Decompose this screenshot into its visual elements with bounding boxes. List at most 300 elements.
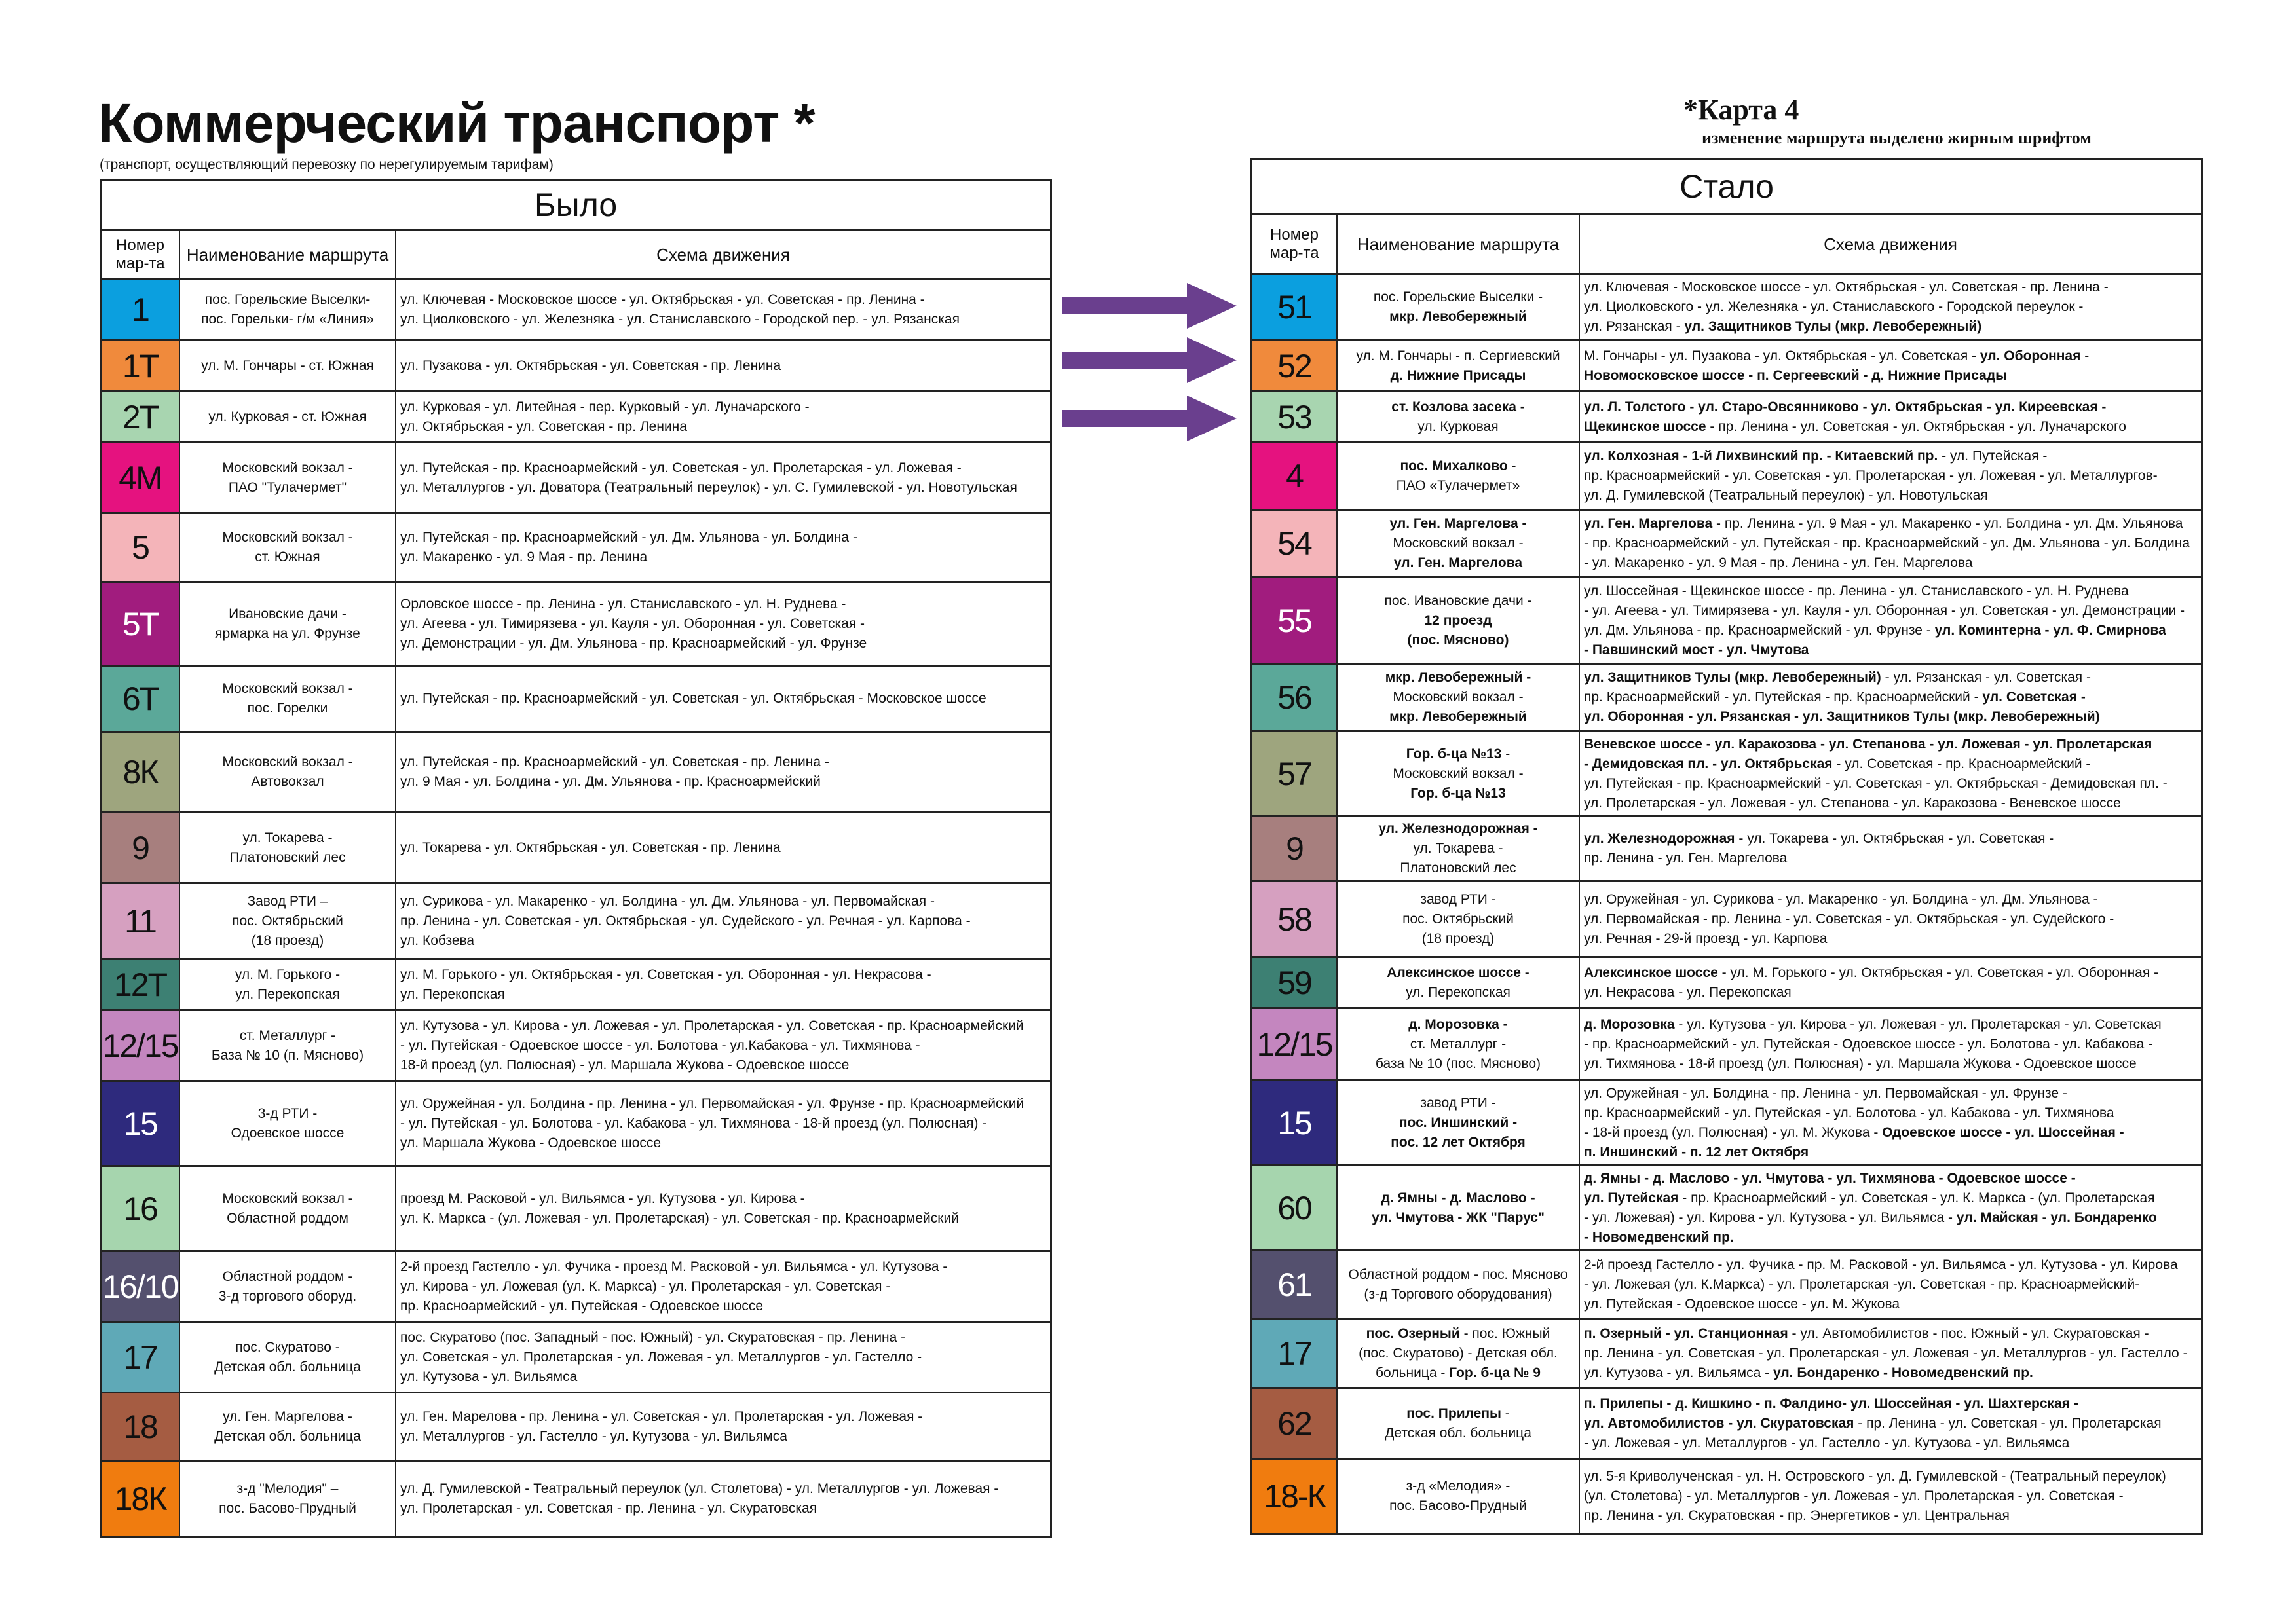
table-row	[102, 1252, 1050, 1323]
name-text	[1393, 745, 1523, 803]
route-text	[1584, 890, 2114, 949]
name-text: Московский вокзал - Автовокзал	[222, 754, 353, 789]
route-scheme	[1580, 1009, 2201, 1079]
bold-segment: д. Нижние Присады	[1390, 367, 1526, 383]
bold-segment: пос. Иншинский - пос. 12 лет Октября	[1391, 1115, 1526, 1150]
bold-segment: мкр. Левобережный	[1389, 309, 1527, 324]
name-text	[1374, 287, 1543, 327]
bold-segment: д. Ямны - д. Маслово - ул. Чмутова - ЖК "Парус"	[1372, 1190, 1545, 1225]
route-number: 18К	[114, 1481, 166, 1517]
table-row	[102, 280, 1050, 341]
route-number-badge	[1252, 1320, 1338, 1387]
name-text	[1378, 819, 1537, 878]
route-scheme	[1580, 732, 2201, 815]
route-number-badge	[1252, 341, 1338, 390]
route-scheme	[396, 960, 1050, 1009]
text-segment: ул. Оружейная - ул. Сурикова - ул. Макаренко - ул. Болдина - ул. Дм. Ульянова - ул. Первомайская - пр. Ленина - ул. Советская - ул. Октябрьская - ул. Судейского - ул. Речная - 29-й проезд - ул. Карпова	[1584, 891, 2114, 946]
route-scheme	[396, 813, 1050, 882]
table-row	[1252, 578, 2201, 665]
route-scheme	[396, 1462, 1050, 1536]
route-number-badge	[102, 960, 180, 1009]
route-number: 17	[1277, 1335, 1311, 1372]
name-text: ул. Курковая - ст. Южная	[208, 409, 367, 424]
name-text	[1349, 1265, 1568, 1304]
route-scheme	[1580, 958, 2201, 1007]
route-name	[1338, 1081, 1580, 1164]
route-number: 62	[1277, 1405, 1311, 1442]
route-name	[1338, 1320, 1580, 1387]
name-text	[1391, 1094, 1526, 1153]
route-text	[1584, 735, 2168, 813]
table-body	[1252, 275, 2201, 1533]
route-number-badge	[1252, 1389, 1338, 1458]
text-segment: ст. Металлург - база № 10 (пос. Мясново)	[1375, 1036, 1541, 1071]
route-number-badge	[1252, 958, 1338, 1007]
route-name	[1338, 817, 1580, 880]
route-number-badge	[1252, 882, 1338, 956]
bold-segment: ул. Ген. Маргелова	[1393, 555, 1523, 570]
route-text	[1584, 1015, 2162, 1074]
route-number: 55	[1277, 602, 1311, 639]
route-number-badge	[102, 1082, 180, 1165]
table-header	[1252, 215, 2201, 275]
route-scheme	[1580, 1320, 2201, 1387]
bold-segment: п. Прилепы - д. Кишкино - п. Фалдино- ул. Шоссейная - ул. Шахтерская - ул. Автомобилистов - ул. Скуратовская	[1584, 1395, 2078, 1431]
route-scheme	[396, 1011, 1050, 1080]
name-text	[1372, 1189, 1545, 1228]
name-text: ст. Металлург - База № 10 (п. Мясново)	[211, 1027, 364, 1063]
route-name	[1338, 1460, 1580, 1533]
route-scheme	[1580, 511, 2201, 576]
text-segment: - ул. Кутузова - ул. Кирова - ул. Ложевая - ул. Пролетарская - ул. Советская - пр. Красноармейский - ул. Путейская - Одоевское шоссе - ул. Болотова - ул. Кабакова - ул. Тихмянова - 18-й проезд (ул. Полюсная) - ул. Маршала Жукова - Одоевское шоссе	[1584, 1016, 2162, 1071]
route-scheme	[396, 280, 1050, 339]
route-name	[180, 341, 396, 390]
route-number: 61	[1277, 1266, 1311, 1303]
arrow-right-icon	[1062, 396, 1237, 441]
route-number: 4	[1286, 458, 1303, 494]
bold-segment: ул. Советская - ул. Оборонная - ул. Рязанская - ул. Защитников Тулы (мкр. Левобережный)	[1584, 690, 2100, 724]
text-segment: -	[2038, 1209, 2051, 1225]
route-text: ул. Оружейная - ул. Болдина - пр. Ленина - ул. Первомайская - ул. Фрунзе - пр. Красноармейский - ул. Путейская - ул. Болотова - ул. Кабакова - ул. Тихмянова - 18-й проезд (ул. Полюсная) - ул. Маршала Жукова - Одоевское шоссе	[400, 1096, 1024, 1151]
route-name	[180, 884, 396, 958]
route-text: ул. Пузакова - ул. Октябрьская - ул. Советская - пр. Ленина	[400, 358, 781, 373]
route-number-badge	[1252, 1251, 1338, 1318]
table-row	[1252, 341, 2201, 392]
route-number-badge	[102, 813, 180, 882]
route-scheme	[1580, 578, 2201, 663]
table-after	[1250, 158, 2203, 1535]
text-segment: Областной роддом - пос. Мясново (з-д Торгового оборудования)	[1348, 1267, 1568, 1302]
route-number-badge	[102, 443, 180, 512]
bold-segment: ул. Бондаренко - Новомедвенский пр.	[1584, 1209, 2157, 1245]
route-text	[1584, 1169, 2157, 1247]
route-number-badge	[1252, 817, 1338, 880]
table-row	[102, 1167, 1050, 1252]
table-row	[1252, 1009, 2201, 1081]
table-row	[1252, 1389, 2201, 1460]
route-name	[180, 960, 396, 1009]
route-text	[1584, 397, 2126, 437]
text-segment: Московский вокзал -	[1393, 690, 1524, 705]
route-text: проезд М. Расковой - ул. Вильямса - ул. Кутузова - ул. Кирова - ул. К. Маркса - (ул. Ложевая - ул. Пролетарская) - ул. Советская - пр. Красноармейский	[400, 1190, 959, 1226]
name-text: ул. М. Горького - ул. Перекопская	[235, 967, 341, 1002]
text-segment: ул. Токарева - Платоновский лес	[1400, 841, 1516, 876]
bold-segment: Гор. б-ца №13	[1406, 746, 1502, 762]
table-row	[1252, 665, 2201, 732]
name-text	[1402, 890, 1514, 949]
table-row	[102, 813, 1050, 884]
name-text	[1359, 1324, 1558, 1383]
route-name	[180, 667, 396, 731]
route-number-badge	[102, 583, 180, 665]
route-number-badge	[102, 667, 180, 731]
text-segment: з-д «Мелодия» - пос. Басово-Прудный	[1389, 1479, 1527, 1513]
route-text: ул. Путейская - пр. Красноармейский - ул. Дм. Ульянова - ул. Болдина - ул. Макаренко - ул. 9 Мая - пр. Ленина	[400, 530, 857, 564]
table-row	[1252, 1460, 2201, 1533]
route-text	[1584, 346, 2089, 386]
table-row	[102, 1462, 1050, 1536]
route-number-badge	[1252, 1460, 1338, 1533]
route-name	[1338, 1009, 1580, 1079]
route-scheme	[396, 341, 1050, 390]
route-name	[1338, 1389, 1580, 1458]
text-segment: - ул. Рязанская - ул. Советская - пр. Красноармейский - ул. Путейская - пр. Красноармейский -	[1584, 670, 2091, 705]
route-scheme	[396, 667, 1050, 731]
table-row	[1252, 275, 2201, 341]
name-text: ул. М. Гончары - ст. Южная	[201, 358, 374, 373]
bold-segment: Одоевское шоссе - ул. Шоссейная - п. Иншинский - п. 12 лет Октября	[1584, 1124, 2124, 1160]
route-name	[180, 1252, 396, 1321]
arrow-right-icon	[1062, 283, 1237, 329]
text-segment: - Детская обл. больница	[1385, 1405, 1531, 1441]
route-name	[1338, 511, 1580, 576]
route-name	[180, 1011, 396, 1080]
bold-segment: д. Ямны - д. Маслово - ул. Чмутова - ул. Тихмянова - Одоевское шоссе - ул. Путейская	[1584, 1170, 2076, 1206]
route-number: 56	[1277, 679, 1311, 716]
name-text	[1389, 1477, 1527, 1516]
route-text	[1584, 1394, 2162, 1453]
bold-segment: пос. Озерный	[1366, 1326, 1460, 1341]
route-scheme	[1580, 1460, 2201, 1533]
route-text	[1584, 514, 2190, 573]
route-text	[1584, 447, 2158, 506]
map-note: изменение маршрута выделено жирным шрифтом	[1702, 128, 2092, 147]
route-number: 18-К	[1264, 1478, 1325, 1515]
route-scheme	[1580, 882, 2201, 956]
route-text: ул. Кутузова - ул. Кирова - ул. Ложевая - ул. Пролетарская - ул. Советская - пр. Красноармейский - ул. Путейская - Одоевское шоссе - ул. Болотова - ул.Кабакова - ул. Тихмянова - 18-й проезд (ул. Полюсная) - ул. Маршала Жукова - Одоевское шоссе	[400, 1018, 1024, 1073]
text-segment: ул. Курковая	[1417, 418, 1499, 434]
table-row	[1252, 817, 2201, 882]
text-segment: - пр. Ленина - ул. Советская - ул. Октябрьская - ул. Луначарского	[1706, 418, 2126, 434]
route-number-badge	[102, 1011, 180, 1080]
text-segment: - ул. Токарева - ул. Октябрьская - ул. Советская - пр. Ленина - ул. Ген. Маргелова	[1584, 831, 2054, 866]
name-text: Московский вокзал - ПАО "Тулачермет"	[222, 460, 353, 495]
route-scheme	[396, 884, 1050, 958]
table-row	[102, 884, 1050, 960]
table-row	[102, 1323, 1050, 1393]
route-number: 1	[132, 291, 149, 328]
table-row	[102, 583, 1050, 667]
route-number-badge	[102, 1323, 180, 1392]
text-segment: - ул. Советская - пр. Красноармейский - ул. Путейская - пр. Красноармейский - ул. Советская - ул. Октябрьская - Демидовская пл. - ул. Пролетарская - ул. Ложевая - ул. Степанова - ул. Каракозова - Веневское шоссе	[1584, 756, 2168, 811]
text-segment: - Московский вокзал -	[1393, 746, 1524, 781]
route-text: ул. Сурикова - ул. Макаренко - ул. Болдина - ул. Дм. Ульянова - ул. Первомайская - пр. Ленина - ул. Советская - ул. Октябрьская - ул. Судейского - ул. Речная - ул. Карпова - ул. Кобзева	[400, 893, 971, 948]
text-segment: - пр. Ленина - ул. Советская - ул. Пролетарская - ул. Ложевая - ул. Металлургов - ул. Гастелло - ул. Кутузова - ул. Вильямса	[1584, 1415, 2162, 1450]
route-scheme	[1580, 1389, 2201, 1458]
route-scheme	[396, 583, 1050, 665]
route-scheme	[1580, 341, 2201, 390]
route-text	[1584, 278, 2109, 337]
route-name	[180, 392, 396, 441]
text-segment: М. Гончары - ул. Пузакова - ул. Октябрьская - ул. Советская -	[1584, 348, 1980, 363]
route-number: 6Т	[122, 680, 159, 717]
text-segment: ул. Ключевая - Московское шоссе - ул. Октябрьская - ул. Советская - пр. Ленина - ул. Циолковского - ул. Железняка - ул. Станиславского - Городской переулок - ул. Рязанская -	[1584, 280, 2109, 334]
route-number: 12/15	[102, 1027, 178, 1064]
route-number: 9	[132, 829, 149, 866]
text-segment: -	[2084, 348, 2090, 363]
route-number: 57	[1277, 755, 1311, 792]
route-number: 16	[123, 1190, 157, 1227]
route-number-badge	[102, 514, 180, 581]
route-text: ул. М. Горького - ул. Октябрьская - ул. Советская - ул. Оборонная - ул. Некрасова - ул. Перекопская	[400, 967, 931, 1002]
route-number-badge	[1252, 578, 1338, 663]
name-text	[1390, 514, 1527, 573]
bold-segment: ул. Ген. Маргелова	[1584, 516, 1713, 531]
route-name	[180, 1462, 396, 1536]
route-number: 12/15	[1256, 1025, 1332, 1063]
table-body	[102, 280, 1050, 1536]
header-number: Номер мар-та	[1252, 215, 1338, 273]
route-scheme	[396, 1082, 1050, 1165]
table-row	[102, 667, 1050, 733]
bold-segment: мкр. Левобережный -	[1385, 670, 1531, 685]
text-segment: 2-й проезд Гастелло - ул. Фучика - пр. М. Расковой - ул. Вильямса - ул. Кутузова - ул. Кирова - ул. Ложевая (ул. К.Маркса) - ул. Пролетарская -ул. Советская - пр. Красноармейский- ул. Путейская - Одоевское шоссе - ул. М. Жукова	[1584, 1257, 2178, 1312]
text-segment: ул. 5-я Криволученская - ул. Н. Островского - ул. Д. Гумилевской - (Театральный переулок) (ул. Столетова) - ул. Металлургов - ул. Ложевая - ул. Пролетарская - ул. Советская - пр. Ленина - ул. Скуратовская - пр. Энергетиков - ул. Центральная	[1584, 1469, 2166, 1523]
route-name	[180, 1323, 396, 1392]
page-subtitle: (транспорт, осуществляющий перевозку по нерегулируемым тарифам)	[100, 157, 554, 172]
table-row	[102, 341, 1050, 392]
route-name	[180, 1082, 396, 1165]
route-number-badge	[102, 1393, 180, 1460]
text-segment: - ул. Автомобилистов - пос. Южный - ул. Скуратовская - пр. Ленина - ул. Советская - ул. Пролетарская - ул. Ложевая - ул. Металлургов - ул. Гастелло - ул. Кутузова - ул. Вильямса -	[1584, 1326, 2188, 1380]
table-row	[102, 1011, 1050, 1082]
bold-segment: ул. Оборонная	[1980, 348, 2081, 363]
route-name	[180, 583, 396, 665]
bold-segment: пос. Михалково	[1400, 458, 1508, 473]
name-text: пос. Скуратово - Детская обл. больница	[214, 1339, 361, 1375]
route-number: 9	[1286, 830, 1303, 867]
route-number: 17	[123, 1338, 157, 1376]
table-row	[1252, 732, 2201, 817]
route-text	[1584, 1324, 2188, 1383]
route-number-badge	[1252, 392, 1338, 441]
route-number-badge	[1252, 1166, 1338, 1249]
route-number-badge	[102, 280, 180, 339]
table-row	[102, 1393, 1050, 1462]
route-number: 53	[1277, 398, 1311, 435]
route-text	[1584, 1467, 2166, 1526]
route-scheme	[1580, 392, 2201, 441]
route-text	[1584, 1255, 2178, 1314]
route-scheme	[396, 1393, 1050, 1460]
route-name	[180, 1167, 396, 1250]
route-text: ул. Ген. Марелова - пр. Ленина - ул. Советская - ул. Пролетарская - ул. Ложевая - ул. Металлургов - ул. Гастелло - ул. Кутузова - ул. Вильямса	[400, 1409, 923, 1444]
route-number-badge	[1252, 732, 1338, 815]
name-text: 3-д РТИ - Одоевское шоссе	[231, 1105, 345, 1141]
route-name	[1338, 732, 1580, 815]
route-text: пос. Скуратово (пос. Западный - пос. Южный) - ул. Скуратовская - пр. Ленина - ул. Советская - ул. Пролетарская - ул. Ложевая - ул. Металлургов - ул. Гастелло - ул. Кутузова - ул. Вильямса	[400, 1329, 922, 1384]
name-text: Московский вокзал - пос. Горелки	[222, 681, 353, 716]
route-scheme	[1580, 275, 2201, 339]
route-number: 1Т	[122, 347, 159, 384]
bold-segment: ул. Л. Толстого - ул. Старо-Овсянниково - ул. Октябрьская - ул. Киреевская - Щекинское шоссе	[1584, 399, 2107, 434]
route-number: 5Т	[122, 605, 159, 642]
route-number-badge	[1252, 1081, 1338, 1164]
table-row	[102, 392, 1050, 443]
bold-segment: ул. Защитников Тулы (мкр. Левобережный)	[1584, 670, 1881, 685]
header-number: Номер мар-та	[102, 231, 180, 278]
route-number: 8К	[122, 754, 158, 790]
table-row	[102, 1082, 1050, 1167]
bold-segment: Новомосковское шоссе - п. Сергеевский - д. Нижние Присады	[1584, 367, 2008, 383]
name-text: пос. Горельские Выселки- пос. Горельки- г/м «Линия»	[201, 291, 374, 327]
header-route-name: Наименование маршрута	[180, 231, 396, 278]
route-number-badge	[102, 1252, 180, 1321]
bold-segment: Гор. б-ца №13	[1410, 785, 1506, 801]
text-segment: - пр. Ленина - ул. 9 Мая - ул. Макаренко - ул. Болдина - ул. Дм. Ульянова - пр. Красноармейский - ул. Путейская - пр. Красноармейский - ул. Дм. Ульянова - ул. Болдина - ул. Макаренко - ул. 9 Мая - пр. Ленина - ул. Ген. Маргелова	[1584, 516, 2190, 570]
route-text: ул. Путейская - пр. Красноармейский - ул. Советская - пр. Ленина - ул. 9 Мая - ул. Болдина - ул. Дм. Ульянова - пр. Красноармейский	[400, 754, 829, 789]
route-name	[180, 514, 396, 581]
name-text: Ивановские дачи - ярмарка на ул. Фрунзе	[215, 606, 360, 641]
route-text: 2-й проезд Гастелло - ул. Фучика - проезд М. Расковой - ул. Вильямса - ул. Кутузова - ул. Кирова - ул. Ложевая (ул. К. Маркса) - ул. Пролетарская - ул. Советская - пр. Красноармейский - ул. Путейская - Одоевское шоссе	[400, 1259, 948, 1314]
name-text	[1387, 963, 1530, 1003]
route-name	[1338, 958, 1580, 1007]
table-header	[102, 231, 1050, 280]
table-row	[1252, 1251, 2201, 1320]
route-number: 60	[1277, 1189, 1311, 1227]
route-name	[1338, 882, 1580, 956]
route-number-badge	[102, 341, 180, 390]
text-segment: - ПАО «Тулачермет»	[1396, 458, 1520, 493]
route-number-badge	[1252, 1009, 1338, 1079]
name-text: ул. Токарева - Платоновский лес	[229, 830, 346, 865]
text-segment: ул. Оружейная - ул. Болдина - пр. Ленина - ул. Первомайская - ул. Фрунзе - пр. Красноармейский - ул. Путейская - ул. Болотова - ул. Кабакова - ул. Тихмянова - 18-й проезд (ул. Полюсная) - ул. М. Жукова -	[1584, 1085, 2114, 1140]
table-row	[1252, 1166, 2201, 1251]
bold-segment: Алексинское шоссе	[1584, 965, 1718, 980]
route-number-badge	[1252, 665, 1338, 730]
table-row	[1252, 882, 2201, 958]
route-text	[1584, 963, 2158, 1003]
bold-segment: ул. Ген. Маргелова -	[1389, 516, 1527, 531]
route-number-badge	[102, 1462, 180, 1536]
route-text: Орловское шоссе - пр. Ленина - ул. Станиславского - ул. Н. Руднева - ул. Агеева - ул. Тимирязева - ул. Кауля - ул. Оборонная - ул. Советская - ул. Демонстрации - ул. Дм. Ульянова - пр. Красноармейский - ул. Фрунзе	[400, 596, 867, 651]
table-title-after: Стало	[1252, 160, 2201, 215]
route-scheme	[1580, 817, 2201, 880]
name-text: ул. Ген. Маргелова - Детская обл. больница	[214, 1409, 361, 1444]
text-segment: ул. Шоссейная - Щекинское шоссе - пр. Ленина - ул. Станиславского - ул. Н. Руднева - ул. Агеева - ул. Тимирязева - ул. Кауля - ул. Оборонная - ул. Советская - ул. Демонстрации - ул. Дм. Ульянова - пр. Красноармейский - ул. Фрунзе -	[1584, 583, 2185, 638]
text-segment: - пос. Южный (пос. Скуратово) - Детская обл. больница -	[1359, 1326, 1558, 1380]
name-text	[1356, 346, 1560, 386]
route-number-badge	[102, 1167, 180, 1250]
bold-segment: 12 проезд (пос. Мясново)	[1407, 612, 1509, 648]
name-text: Завод РТИ – пос. Октябрьский (18 проезд)	[232, 893, 343, 948]
route-number: 2Т	[122, 398, 159, 435]
route-number-badge	[102, 392, 180, 441]
route-text	[1584, 581, 2185, 660]
header-scheme: Схема движения	[656, 244, 790, 265]
route-name	[1338, 275, 1580, 339]
route-scheme	[1580, 665, 2201, 730]
route-name	[180, 1393, 396, 1460]
route-number: 4М	[119, 459, 162, 496]
route-number-badge	[1252, 511, 1338, 576]
route-text: ул. Путейская - пр. Красноармейский - ул. Советская - ул. Октябрьская - Московское шоссе	[400, 691, 986, 706]
header-route-name: Наименование маршрута	[1338, 215, 1580, 273]
route-number-badge	[1252, 443, 1338, 509]
text-segment: завод РТИ -	[1420, 1095, 1496, 1111]
name-text: Областной роддом - 3-д торгового оборуд.	[218, 1268, 357, 1304]
table-row	[1252, 443, 2201, 511]
table-row	[102, 733, 1050, 813]
table-row	[1252, 958, 2201, 1009]
route-number: 5	[132, 529, 149, 566]
table-title-before: Было	[102, 181, 1050, 231]
text-segment: ул. М. Гончары - п. Сергиевский	[1356, 348, 1560, 363]
route-scheme	[1580, 1081, 2201, 1164]
name-text	[1391, 397, 1525, 437]
route-number: 51	[1277, 289, 1311, 325]
route-text	[1584, 668, 2100, 727]
table-row	[1252, 1081, 2201, 1166]
route-number: 18	[123, 1409, 157, 1445]
route-name	[1338, 392, 1580, 441]
table-row	[102, 960, 1050, 1011]
route-scheme	[1580, 443, 2201, 509]
route-text	[1584, 829, 2054, 868]
name-text	[1384, 591, 1531, 650]
name-text: Московский вокзал - ст. Южная	[222, 530, 353, 564]
route-name	[180, 280, 396, 339]
bold-segment: Гор. б-ца № 9	[1449, 1365, 1541, 1380]
text-segment: Московский вокзал -	[1393, 536, 1524, 551]
arrow-right-icon	[1062, 337, 1237, 383]
name-text	[1385, 668, 1531, 727]
text-segment: завод РТИ - пос. Октябрьский (18 проезд)	[1402, 891, 1514, 946]
bold-segment: ст. Козлова засека -	[1391, 399, 1525, 415]
map-label: *Карта 4	[1683, 94, 1799, 126]
route-text: ул. Путейская - пр. Красноармейский - ул. Советская - ул. Пролетарская - ул. Ложевая - ул. Металлургов - ул. Доватора (Театральный переулок) - ул. С. Гумилевской - ул. Новотульская	[400, 460, 1017, 495]
name-text	[1385, 1404, 1531, 1443]
bold-segment: Алексинское шоссе	[1387, 965, 1521, 980]
route-number: 11	[124, 902, 156, 940]
route-text: ул. Курковая - ул. Литейная - пер. Курковый - ул. Луначарского - ул. Октябрьская - ул. Советская - пр. Ленина	[400, 399, 810, 434]
route-number-badge	[102, 884, 180, 958]
route-scheme	[396, 392, 1050, 441]
table-row	[1252, 511, 2201, 578]
route-scheme	[396, 733, 1050, 811]
route-text: ул. Токарева - ул. Октябрьская - ул. Советская - пр. Ленина	[400, 840, 781, 855]
bold-segment: ул. Железнодорожная	[1584, 831, 1735, 846]
bold-segment: п. Озерный - ул. Станционная	[1584, 1326, 1788, 1341]
route-name	[1338, 1251, 1580, 1318]
route-name	[1338, 1166, 1580, 1249]
bold-segment: ул. Колхозная - 1-й Лихвинский пр. - Китаевский пр.	[1584, 449, 1938, 464]
name-text	[1397, 456, 1520, 496]
route-text: ул. Ключевая - Московское шоссе - ул. Октябрьская - ул. Советская - пр. Ленина - ул. Циолковского - ул. Железняка - ул. Станиславского - Городской пер. - ул. Рязанская	[400, 291, 960, 327]
bold-segment: ул. Коминтерна - ул. Ф. Смирнова - Павшинский мост - ул. Чмутова	[1584, 622, 2166, 657]
bold-segment: д. Морозовка	[1584, 1016, 1675, 1032]
text-segment: - ул. М. Горького - ул. Октябрьская - ул. Советская - ул. Оборонная - ул. Некрасова - ул. Перекопская	[1584, 965, 2159, 1000]
